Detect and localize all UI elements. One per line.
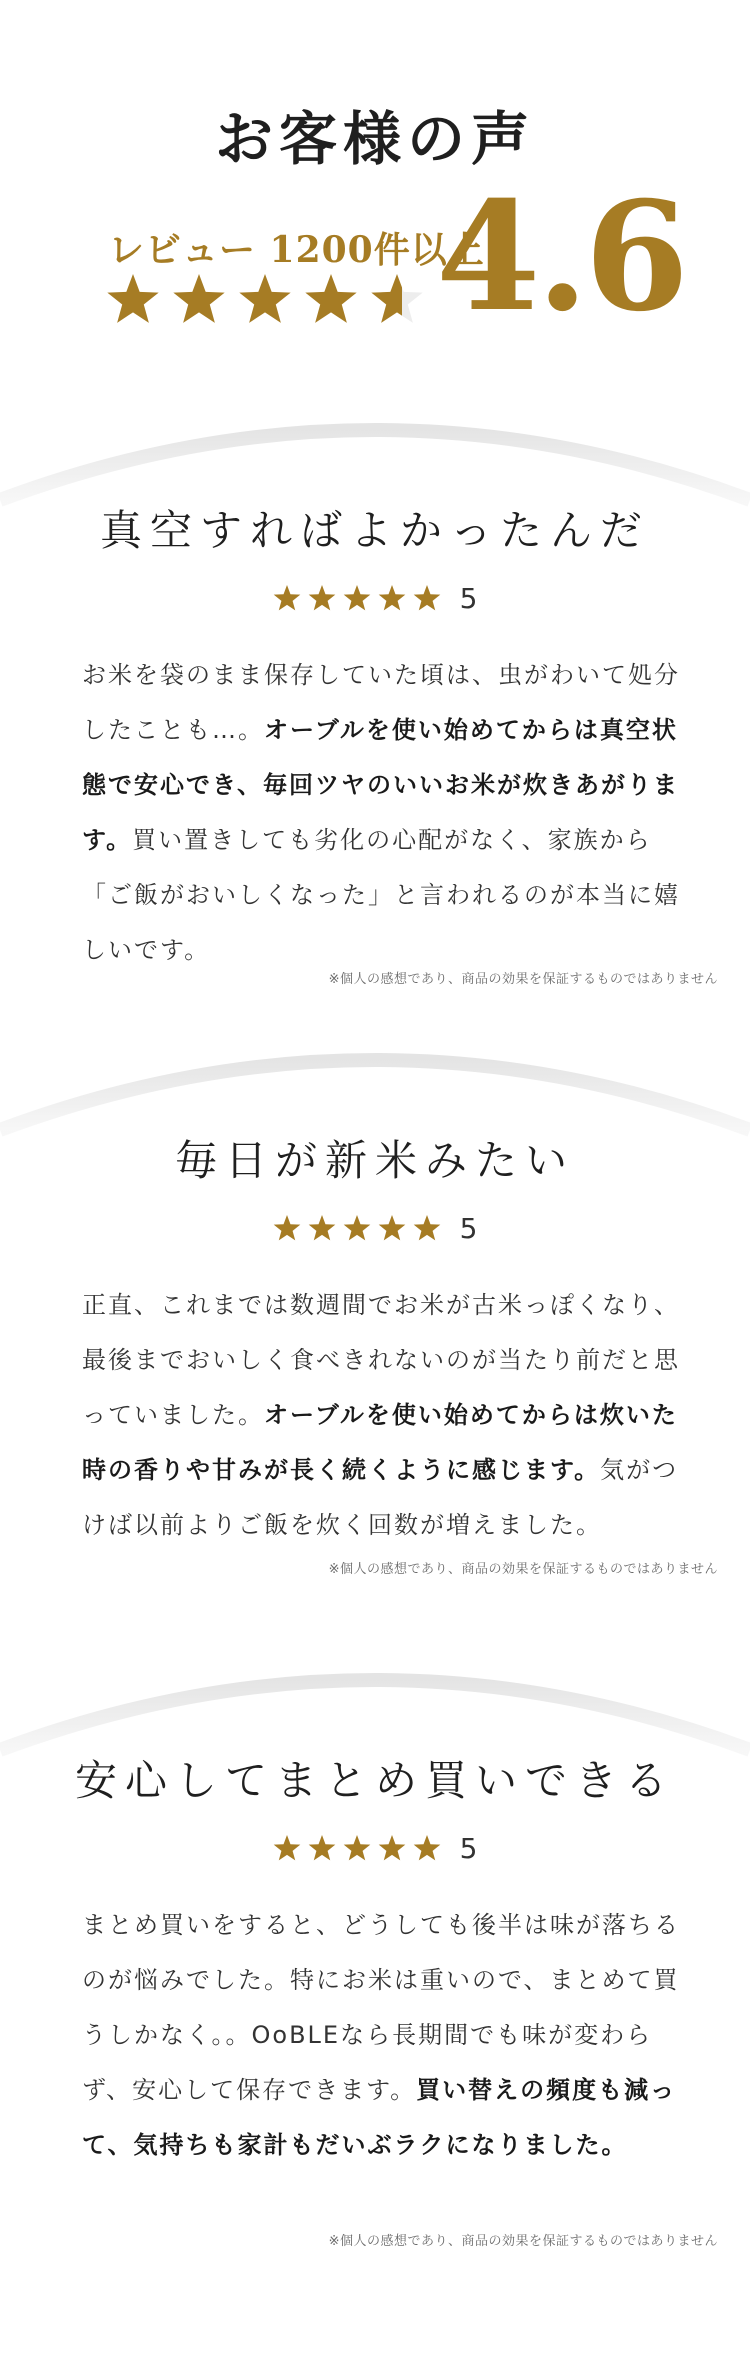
star-icon (371, 274, 422, 323)
disclaimer: ※個人の感想であり、商品の効果を保証するものではありません (328, 2234, 718, 2249)
review-text-highlight: オーブルを使い始めてからは炊いた時の香りや甘みが長く続くように感じます。 (82, 1401, 678, 1484)
review-text-highlight: オーブルを使い始めてからは真空状態で安心でき、毎回ツヤのいいお米が炊きあがります。 (82, 716, 680, 854)
review-score: 5 (459, 1832, 478, 1865)
star-icon (413, 1215, 440, 1240)
star-icon (305, 274, 356, 323)
review-text: まとめ買いをすると、どうしても後半は味が落ちるのが悩みでした。特にお米は重いので、まとめて買うしかなく。。OoBLEなら長期間でも味が変わらず、安心して保存できます。 (82, 1911, 680, 2104)
review-score: 5 (459, 582, 478, 615)
star-icon (378, 1215, 405, 1240)
review-stars (273, 1833, 443, 1865)
star-icon (378, 585, 405, 610)
star-icon (239, 274, 290, 323)
review-card (0, 400, 750, 1040)
star-icon (308, 1215, 335, 1240)
star-icon (343, 1215, 370, 1240)
star-icon (413, 1835, 440, 1860)
review-rating (0, 1832, 750, 1872)
review-stars (273, 1213, 443, 1245)
review-rating (0, 582, 750, 622)
star-icon (308, 585, 335, 610)
review-text-highlight: 買い替えの頻度も減って、気持ちも家計もだいぶラクになりました。 (82, 2076, 677, 2159)
review-score: 5 (459, 1212, 478, 1245)
review-title: 安心してまとめ買いできる (74, 1756, 675, 1805)
review-count-caption: レビュー 1200件以上 (108, 229, 485, 271)
star-icon (107, 274, 158, 323)
review-text: 買い置きしても劣化の心配がなく、家族から「ご飯がおいしくなった」と言われるのが本当に嬉しいです。 (82, 826, 680, 964)
review-rating (0, 1212, 750, 1252)
average-star-rating (106, 272, 436, 332)
star-icon (273, 585, 300, 610)
star-icon (273, 1215, 300, 1240)
review-title: 真空すればよかったんだ (99, 506, 650, 555)
reviews-header (0, 0, 750, 420)
review-stars (273, 583, 443, 615)
review-body (82, 1898, 682, 2173)
review-body (82, 1278, 682, 1553)
star-icon (308, 1835, 335, 1860)
review-title: 毎日が新米みたい (174, 1136, 575, 1185)
star-icon (343, 1835, 370, 1860)
star-icon (173, 274, 224, 323)
star-icon (273, 1835, 300, 1860)
star-icon (343, 585, 370, 610)
review-text: お米を袋のまま保存していた頃は、虫がわいて処分したことも…。 (82, 661, 680, 744)
review-card (0, 1030, 750, 1630)
review-text: 正直、これまでは数週間でお米が古米っぽくなり、最後までおいしく食べきれないのが当たり前だと思っていました。 (82, 1291, 680, 1429)
star-icon (413, 585, 440, 610)
average-score: 4.6 (436, 169, 685, 345)
page-title: お客様の声 (214, 105, 535, 173)
review-body (82, 648, 682, 978)
star-icon (378, 1835, 405, 1860)
review-text: 気がつけば以前よりご飯を炊く回数が増えました。 (82, 1456, 679, 1539)
review-card (0, 1650, 750, 2380)
disclaimer: ※個人の感想であり、商品の効果を保証するものではありません (328, 1562, 718, 1577)
disclaimer: ※個人の感想であり、商品の効果を保証するものではありません (328, 972, 718, 987)
